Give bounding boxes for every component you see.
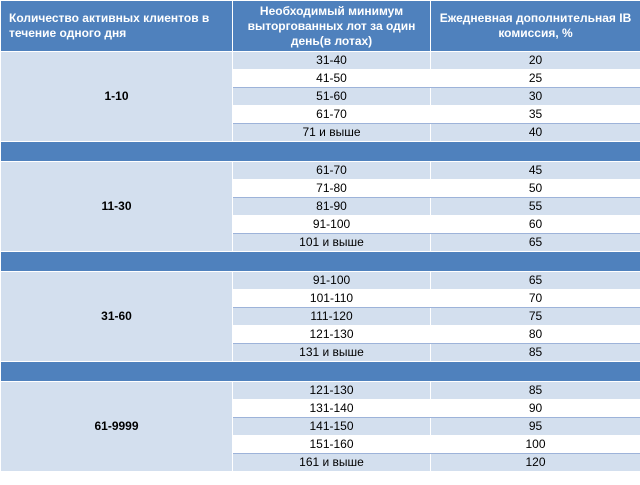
group-separator	[1, 252, 640, 272]
group-clients-range: 1-10	[1, 52, 233, 142]
lots-range-cell: 71-80	[233, 180, 431, 198]
lots-range-cell: 131-140	[233, 400, 431, 418]
commission-cell: 25	[431, 70, 640, 88]
commission-cell: 85	[431, 344, 640, 362]
lots-range-cell: 161 и выше	[233, 454, 431, 472]
commission-cell: 20	[431, 52, 640, 70]
commission-cell: 40	[431, 124, 640, 142]
lots-range-cell: 41-50	[233, 70, 431, 88]
lots-range-cell: 131 и выше	[233, 344, 431, 362]
commission-cell: 100	[431, 436, 640, 454]
header-min-lots: Необходимый минимум выторгованных лот за один день(в лотах)	[233, 1, 431, 52]
commission-cell: 60	[431, 216, 640, 234]
commission-cell: 65	[431, 272, 640, 290]
commission-cell: 95	[431, 418, 640, 436]
lots-range-cell: 61-70	[233, 106, 431, 124]
commission-cell: 65	[431, 234, 640, 252]
lots-range-cell: 51-60	[233, 88, 431, 106]
header-active-clients: Количество активных клиентов в течение одного дня	[1, 1, 233, 52]
commission-cell: 35	[431, 106, 640, 124]
table-row	[1, 382, 640, 400]
group-clients-range: 31-60	[1, 272, 233, 362]
header-ib-commission: Ежедневная дополнительная IB комиссия, %	[431, 1, 640, 52]
commission-cell: 80	[431, 326, 640, 344]
table-body	[1, 52, 640, 472]
separator-band	[1, 142, 640, 162]
lots-range-cell: 91-100	[233, 216, 431, 234]
lots-range-cell: 121-130	[233, 326, 431, 344]
table-row	[1, 52, 640, 70]
group-separator	[1, 142, 640, 162]
lots-range-cell: 91-100	[233, 272, 431, 290]
lots-range-cell: 61-70	[233, 162, 431, 180]
commission-cell: 70	[431, 290, 640, 308]
commission-cell: 45	[431, 162, 640, 180]
lots-range-cell: 151-160	[233, 436, 431, 454]
commission-cell: 85	[431, 382, 640, 400]
lots-range-cell: 31-40	[233, 52, 431, 70]
lots-range-cell: 71 и выше	[233, 124, 431, 142]
lots-range-cell: 101-110	[233, 290, 431, 308]
commission-cell: 30	[431, 88, 640, 106]
lots-range-cell: 141-150	[233, 418, 431, 436]
lots-range-cell: 111-120	[233, 308, 431, 326]
lots-range-cell: 101 и выше	[233, 234, 431, 252]
header-row	[1, 1, 640, 52]
table-row	[1, 272, 640, 290]
group-clients-range: 11-30	[1, 162, 233, 252]
commission-cell: 75	[431, 308, 640, 326]
commission-cell: 120	[431, 454, 640, 472]
commission-cell: 90	[431, 400, 640, 418]
separator-band	[1, 362, 640, 382]
lots-range-cell: 81-90	[233, 198, 431, 216]
commission-cell: 50	[431, 180, 640, 198]
group-separator	[1, 362, 640, 382]
separator-band	[1, 252, 640, 272]
lots-range-cell: 121-130	[233, 382, 431, 400]
commission-cell: 55	[431, 198, 640, 216]
group-clients-range: 61-9999	[1, 382, 233, 472]
table-row	[1, 162, 640, 180]
